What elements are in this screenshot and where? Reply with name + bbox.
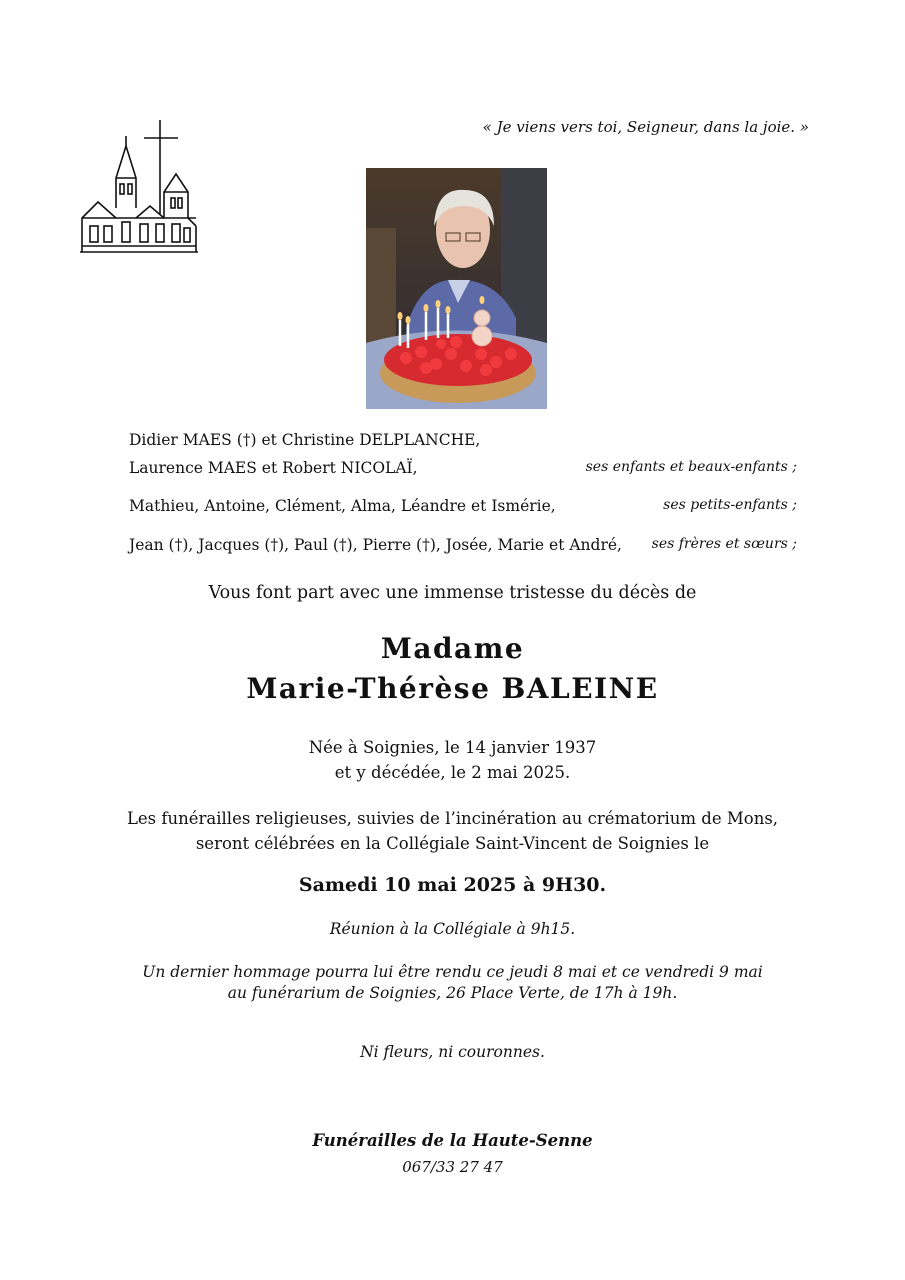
family-relation: ses petits-enfants ; xyxy=(663,497,797,513)
undertaker-name: Funérailles de la Haute-Senne xyxy=(312,1131,593,1150)
family-names: Laurence MAES et Robert NICOLAÏ, xyxy=(129,459,418,477)
deceased-name: Marie-Thérèse BALEINE xyxy=(246,672,659,705)
family-names: Jean (†), Jacques (†), Paul (†), Pierre (†), Josée, Marie et André, xyxy=(129,536,622,554)
meeting-time: Réunion à la Collégiale à 9h15. xyxy=(329,920,576,938)
homage-details xyxy=(0,962,905,1004)
funeral-line: Les funérailles religieuses, suivies de l’incinération au crématorium de Mons, xyxy=(126,809,779,828)
undertaker-phone: 067/33 27 47 xyxy=(402,1158,503,1176)
announcement-intro: Vous font part avec une immense tristesse du décès de xyxy=(208,583,697,603)
flowers-note: Ni fleurs, ni couronnes. xyxy=(360,1043,545,1061)
life-dates xyxy=(0,735,905,785)
church-with-cross-icon xyxy=(78,118,200,256)
deceased-title: Madame xyxy=(380,632,525,665)
family-names: Didier MAES (†) et Christine DELPLANCHE, xyxy=(129,431,481,449)
family-names: Mathieu, Antoine, Clément, Alma, Léandre et Ismérie, xyxy=(129,497,556,515)
ceremony-date: Samedi 10 mai 2025 à 9H30. xyxy=(298,874,607,896)
family-row xyxy=(129,497,797,515)
funeral-details xyxy=(0,806,905,856)
family-row xyxy=(129,459,797,477)
death-line: et y décédée, le 2 mai 2025. xyxy=(334,763,571,782)
funeral-line: seront célébrées en la Collégiale Saint-Vincent de Soignies le xyxy=(195,834,710,853)
family-relation: ses enfants et beaux-enfants ; xyxy=(585,459,797,475)
homage-line: Un dernier hommage pourra lui être rendu ce jeudi 8 mai et ce vendredi 9 mai xyxy=(142,963,763,981)
portrait-photo xyxy=(366,168,547,409)
family-row xyxy=(129,431,797,449)
homage-line: au funérarium de Soignies, 26 Place Verte, de 17h à 19h. xyxy=(227,984,678,1002)
family-row xyxy=(129,536,797,554)
family-relation: ses frères et sœurs ; xyxy=(651,536,797,552)
epigraph-quote: « Je viens vers toi, Seigneur, dans la joie. » xyxy=(482,118,809,136)
birth-line: Née à Soignies, le 14 janvier 1937 xyxy=(308,738,597,757)
